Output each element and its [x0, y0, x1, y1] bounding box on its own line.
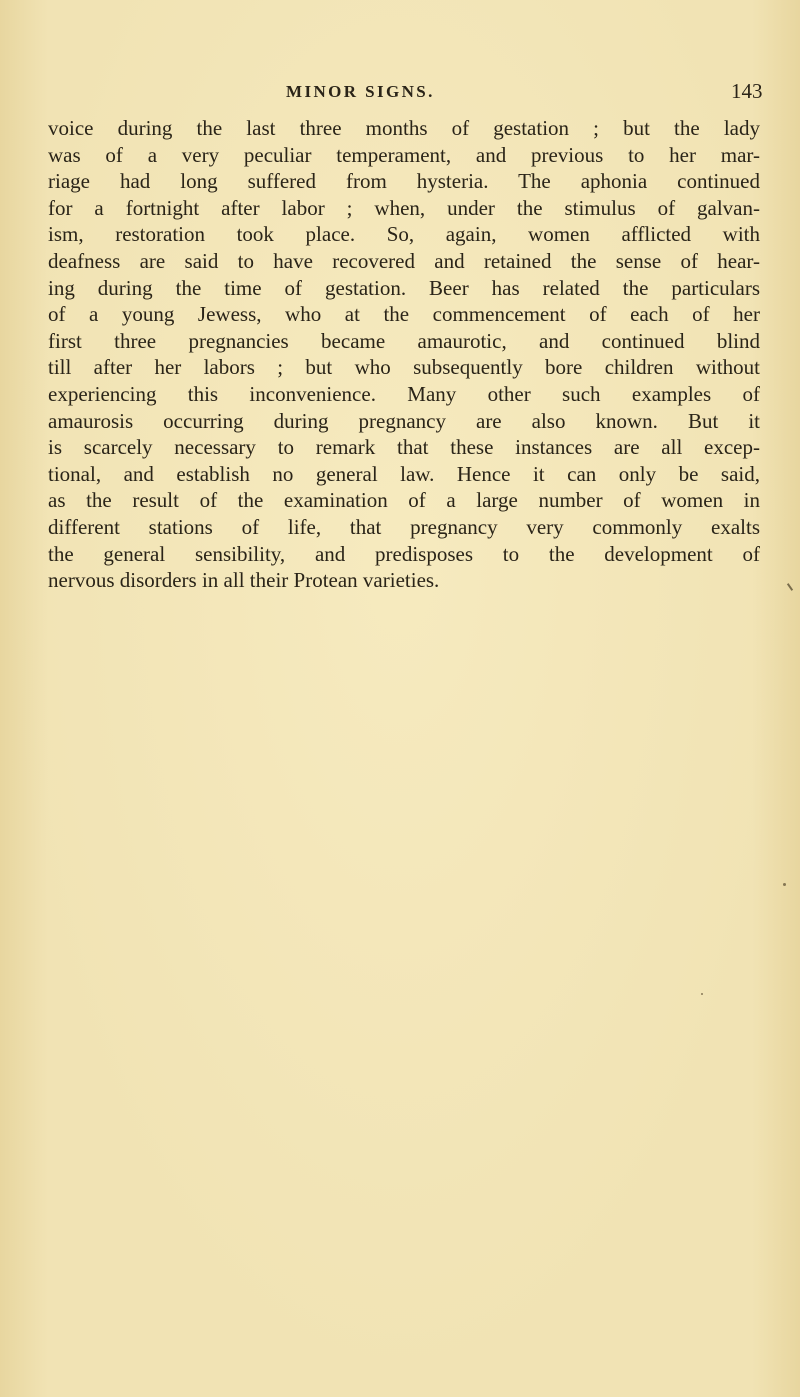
text-line: different stations of life, that pregnancy very commonly exalts	[48, 514, 760, 539]
running-head: MINOR SIGNS.	[286, 82, 435, 101]
text-line: amaurosis occurring during pregnancy are also known. But it	[48, 408, 760, 433]
page-number: 143	[731, 79, 763, 103]
text-line: tional, and establish no general law. Hence it can only be said,	[48, 461, 760, 486]
text-line: the general sensibility, and predisposes to the development of	[48, 541, 760, 566]
paper-speck	[783, 883, 786, 886]
text-line: experiencing this inconvenience. Many other such examples of	[48, 381, 760, 406]
text-line: of a young Jewess, who at the commencement of each of her	[48, 302, 760, 327]
text-line: riage had long suffered from hysteria. The aphonia continued	[48, 169, 760, 194]
paper-mark	[787, 583, 793, 591]
text-line: is scarcely necessary to remark that these instances are all excep-	[48, 435, 760, 460]
paper-speck	[701, 993, 703, 995]
text-line: for a fortnight after labor ; when, under the stimulus of galvan-	[48, 195, 760, 220]
text-line: deafness are said to have recovered and retained the sense of hear-	[48, 248, 760, 273]
text-line: voice during the last three months of gestation ; but the lady	[48, 116, 760, 140]
body-paragraph	[48, 115, 760, 594]
text-line: ism, restoration took place. So, again, women afflicted with	[48, 222, 760, 247]
text-line: as the result of the examination of a large number of women in	[48, 488, 760, 513]
text-line: nervous disorders in all their Protean varieties.	[48, 568, 440, 593]
text-line: first three pregnancies became amaurotic, and continued blind	[48, 328, 760, 353]
text-line: ing during the time of gestation. Beer has related the particulars	[48, 275, 760, 300]
text-line: till after her labors ; but who subsequently bore children without	[48, 355, 760, 380]
text-line: was of a very peculiar temperament, and previous to her mar-	[48, 142, 760, 167]
